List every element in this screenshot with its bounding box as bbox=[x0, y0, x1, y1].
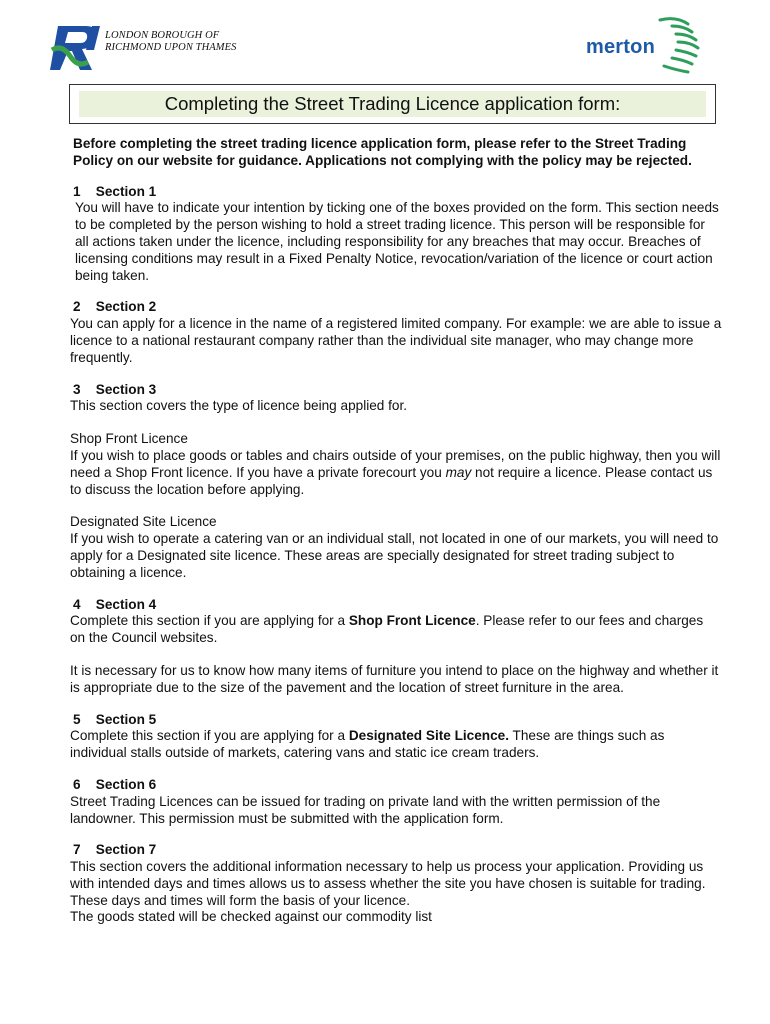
merton-wordmark: merton bbox=[586, 36, 655, 58]
section-body bbox=[70, 728, 722, 762]
text-run: Complete this section if you are applying for a bbox=[70, 728, 349, 744]
section-number: 3 bbox=[73, 381, 81, 397]
designated-site-title: Designated Site Licence bbox=[70, 514, 217, 530]
richmond-emblem-icon bbox=[48, 20, 104, 76]
section-heading bbox=[70, 842, 722, 859]
section-body: This section covers the additional information necessary to help us process your application. Providing us with intended days and times allows us to assess whether the site you have chosen is suitable for trading. These days and times will form the basis of your licence. bbox=[70, 859, 706, 908]
text-run: If you wish to place goods or tables and chairs outside of your premises, on the public highway, then you will need a Shop Front licence. If you have a private forecourt you bbox=[70, 447, 721, 480]
richmond-logo bbox=[48, 20, 248, 78]
section-title: Section 3 bbox=[95, 381, 157, 397]
page-title: Completing the Street Trading Licence application form: bbox=[79, 91, 706, 117]
section-title: Section 2 bbox=[95, 299, 157, 315]
section-number: 2 bbox=[73, 299, 81, 315]
section-number: 6 bbox=[73, 776, 81, 792]
section-body: You will have to indicate your intention by ticking one of the boxes provided on the form. This section needs to be completed by the person wishing to hold a street trading licence. This person will be responsible for all actions taken under the licence, including responsibility for any breaches that may occur. Breaches of licensing conditions may result in a Fixed Penalty Notice, revocation/variation of the licence or court action being taken. bbox=[75, 200, 719, 283]
section-3 bbox=[70, 382, 722, 582]
section-title: Section 4 bbox=[95, 596, 157, 612]
section-5 bbox=[70, 712, 722, 762]
section-1 bbox=[70, 184, 722, 285]
section-heading bbox=[70, 382, 722, 399]
designated-site-body: If you wish to operate a catering van or an individual stall, not located in one of our markets, you will need to apply for a Designated site licence. These areas are specially designated for street trading subject to obtaining a licence. bbox=[70, 531, 719, 580]
section-heading bbox=[70, 184, 722, 201]
section-4 bbox=[70, 597, 722, 697]
merton-wave-icon bbox=[642, 14, 706, 78]
text-run: not require a licence. Please contact us to discuss the location before applying. bbox=[70, 464, 713, 497]
richmond-line1: LONDON BOROUGH OF bbox=[105, 30, 220, 41]
section-heading bbox=[70, 299, 722, 316]
section-number: 5 bbox=[73, 711, 81, 727]
section-body: This section covers the type of licence being applied for. bbox=[70, 398, 408, 414]
section-number: 7 bbox=[73, 842, 81, 858]
section-title: Section 7 bbox=[95, 842, 157, 858]
text-run: Complete this section if you are applying for a bbox=[70, 613, 349, 629]
section-body-2: The goods stated will be checked against our commodity list bbox=[70, 909, 432, 925]
emphasis-text: may bbox=[445, 464, 472, 480]
section-title: Section 5 bbox=[95, 711, 157, 727]
section-body bbox=[70, 613, 722, 647]
merton-logo bbox=[582, 14, 712, 78]
section-title: Section 6 bbox=[95, 776, 157, 792]
intro-paragraph: Before completing the street trading licence application form, please refer to the Street Trading Policy on our website for guidance. Applications not complying with the policy may be rejected. bbox=[73, 136, 692, 168]
shop-front-title: Shop Front Licence bbox=[70, 431, 188, 447]
section-heading bbox=[70, 712, 722, 729]
section-title: Section 1 bbox=[95, 183, 157, 199]
text-run: These are things such as individual stalls outside of markets, catering vans and static ice cream traders. bbox=[70, 728, 665, 761]
section-6 bbox=[70, 777, 722, 827]
section-7 bbox=[70, 842, 722, 926]
shop-front-body bbox=[70, 448, 722, 498]
section-body: You can apply for a licence in the name of a registered limited company. For example: we are able to issue a licence to a national restaurant company rather than the individual site manager, who may change more frequently. bbox=[70, 316, 722, 365]
section-heading bbox=[70, 597, 722, 614]
title-box bbox=[69, 84, 716, 124]
section-body: Street Trading Licences can be issued for trading on private land with the written permission of the landowner. This permission must be submitted with the application form. bbox=[70, 793, 661, 826]
text-run: . Please refer to our fees and charges on the Council websites. bbox=[70, 613, 704, 646]
bold-text: Designated Site Licence. bbox=[348, 728, 509, 744]
richmond-wordmark bbox=[105, 30, 237, 54]
richmond-line2: RICHMOND UPON THAMES bbox=[105, 42, 237, 53]
document-body bbox=[70, 136, 722, 941]
section-heading bbox=[70, 777, 722, 794]
section-number: 1 bbox=[73, 183, 81, 199]
section-2 bbox=[70, 299, 722, 366]
section-number: 4 bbox=[73, 596, 81, 612]
bold-text: Shop Front Licence bbox=[348, 613, 476, 629]
section-body-2: It is necessary for us to know how many items of furniture you intend to place on the highway and whether it is appropriate due to the size of the pavement and the location of street furniture in the area. bbox=[70, 662, 719, 695]
